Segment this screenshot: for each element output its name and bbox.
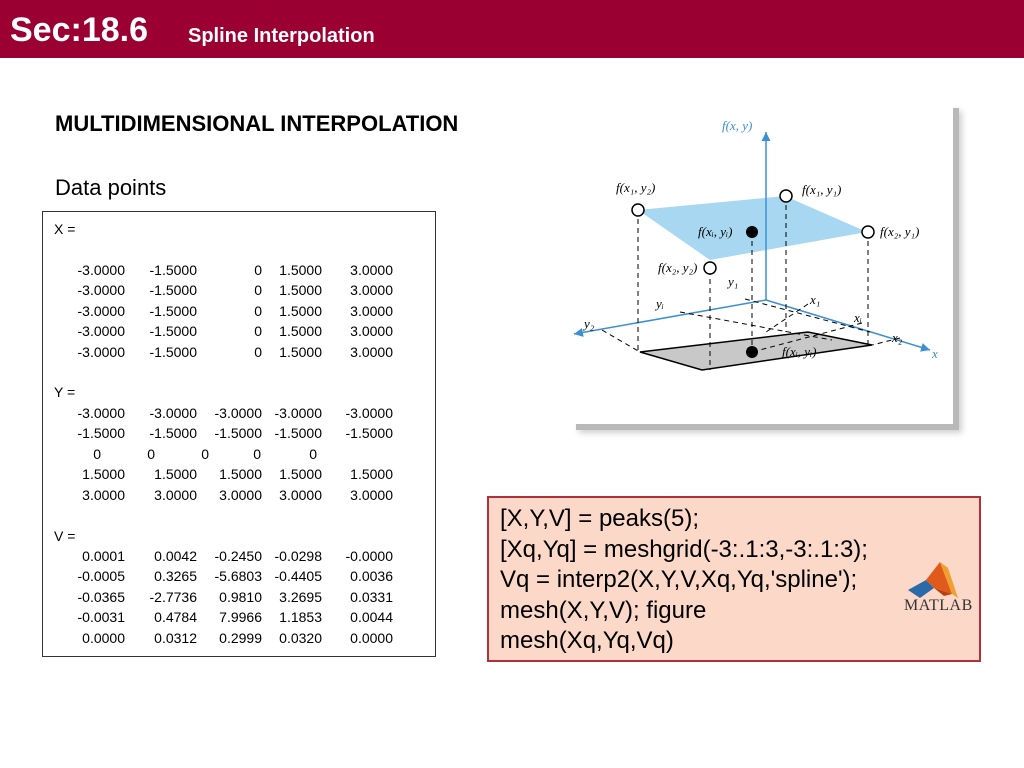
matrix-cell: -0.0000 <box>345 548 393 564</box>
matrix-label: Y = <box>54 384 76 400</box>
point-x1y2 <box>632 204 644 216</box>
label-x2: x₂ <box>892 330 903 345</box>
matrix-row <box>43 628 423 648</box>
matrix-cell: 0.0320 <box>279 629 322 646</box>
point-x2y2 <box>704 262 716 274</box>
matrix-row <box>43 342 423 362</box>
matrix-cell: -3.0000 <box>77 302 125 319</box>
matrix-label: V = <box>54 528 76 544</box>
matrix-cell: 3.2695 <box>279 588 322 605</box>
matrix-cell: 0.0042 <box>154 548 197 564</box>
matrix-cell: 1.5000 <box>82 466 125 483</box>
matrix-cell: -0.0005 <box>77 568 125 585</box>
matrix-cell: 0 <box>147 445 155 462</box>
section-number: Sec:18.6 <box>10 11 148 49</box>
matrix-cell: -5.6803 <box>214 568 262 585</box>
matrix-cell: -0.2450 <box>214 548 262 564</box>
matrix-cell: 0 <box>309 445 317 462</box>
matrix-cell: -3.0000 <box>214 405 262 421</box>
matrix-cell: 1.5000 <box>279 282 322 299</box>
code-line: [Xq,Yq] = meshgrid(-3:.1:3,-3:.1:3); <box>500 535 868 563</box>
matrix-cell: -0.4405 <box>274 568 322 585</box>
label-x1: x₁ <box>810 292 821 307</box>
matrix-row <box>43 444 423 464</box>
matrix-cell: -1.5000 <box>149 302 197 319</box>
matrix-cell: 0 <box>254 302 262 319</box>
matrix-cell: 3.0000 <box>350 262 393 278</box>
matrix-cell: 3.0000 <box>350 323 393 340</box>
matrix-row <box>43 464 423 484</box>
data-points-label: Data points <box>55 175 167 200</box>
matrix-cell: -3.0000 <box>77 323 125 340</box>
label-fx1y1: f(x₁, y₁) <box>802 182 842 197</box>
matrix-cell: 3.0000 <box>350 302 393 319</box>
matrix-cell: 0.0036 <box>350 568 393 585</box>
matrix-cell: 0 <box>254 282 262 299</box>
code-line: Vq = interp2(X,Y,V,Xq,Yq,'spline'); <box>500 566 858 593</box>
matrix-cell: -1.5000 <box>77 425 125 442</box>
interpolation-figure <box>570 102 953 424</box>
matrix-cell: 3.0000 <box>82 486 125 503</box>
matrix-row <box>43 321 423 341</box>
matrix-cell: 0.4784 <box>154 609 197 626</box>
data-points-box <box>42 211 436 657</box>
label-y1: y₁ <box>728 274 739 289</box>
matrix-row <box>43 423 423 443</box>
matrix-cell: -3.0000 <box>77 262 125 278</box>
matrix-cell: 1.5000 <box>279 302 322 319</box>
label-fx2y2: f(x₂, y₂) <box>658 260 698 275</box>
matrix-cell: 1.5000 <box>279 323 322 340</box>
dash-x1 <box>766 304 808 332</box>
point-x2y1 <box>862 226 874 238</box>
code-line: [X,Y,V] = peaks(5); <box>500 505 699 532</box>
matrix-cell: -3.0000 <box>149 405 197 421</box>
matrix-cell: 7.9966 <box>219 609 262 626</box>
matrix-cell: 0.2999 <box>219 629 262 646</box>
matrix-cell: -1.5000 <box>149 343 197 360</box>
matrix-cell: 0.3265 <box>154 568 197 585</box>
matrix-cell: -1.5000 <box>149 425 197 442</box>
label-fx1y2: f(x₁, y₂) <box>616 180 656 195</box>
matrix-row <box>43 587 423 607</box>
matrix-cell: 0.0001 <box>82 548 125 564</box>
matrix-cell: -0.0298 <box>274 548 322 564</box>
point-xiyi-base <box>746 346 758 358</box>
matrix-cell: -1.5000 <box>274 425 322 442</box>
label-x-axis: x <box>932 346 938 361</box>
matrix-cell: -1.5000 <box>345 425 393 442</box>
matrix-cell: -1.5000 <box>149 262 197 278</box>
matrix-row <box>43 260 423 280</box>
matrix-cell: 0 <box>254 343 262 360</box>
matrix-cell: 0.0312 <box>154 629 197 646</box>
matrix-cell: 3.0000 <box>350 343 393 360</box>
point-x1y1 <box>780 190 792 202</box>
matrix-row <box>43 566 423 586</box>
matlab-logo-text: MATLAB <box>904 597 973 614</box>
label-fxy: f(x, y) <box>722 118 753 133</box>
matrix-cell: 0 <box>93 445 101 462</box>
matrix-cell: -3.0000 <box>274 405 322 421</box>
label-xi: xᵢ <box>854 310 862 325</box>
code-line: mesh(X,Y,V); figure <box>500 596 707 624</box>
label-fxiyi-base: f(xᵢ, yᵢ) <box>782 344 817 359</box>
label-fxiyi: f(xᵢ, yᵢ) <box>698 224 733 239</box>
matrix-cell: 1.5000 <box>279 343 322 360</box>
matrix-cell: 0 <box>254 262 262 278</box>
matrix-cell: -3.0000 <box>77 405 125 421</box>
matrix-row <box>43 301 423 321</box>
matrix-row <box>43 403 423 423</box>
matrix-cell: 3.0000 <box>279 486 322 503</box>
label-yi: yᵢ <box>656 296 664 311</box>
matrix-cell: -3.0000 <box>77 282 125 299</box>
matrix-cell: -0.0031 <box>77 609 125 626</box>
slide-heading: MULTIDIMENSIONAL INTERPOLATION <box>55 111 459 136</box>
matrix-cell: -0.0365 <box>77 588 125 605</box>
title-bar <box>0 0 1024 58</box>
matrix-cell: 3.0000 <box>350 486 393 503</box>
label-y2: y₂ <box>584 316 595 331</box>
interpolation-diagram <box>570 102 953 424</box>
matrix-cell: 3.0000 <box>154 486 197 503</box>
matrix-cell: 0 <box>201 445 209 462</box>
matrix-cell: 1.5000 <box>279 466 322 483</box>
matrix-cell: 0.0000 <box>82 629 125 646</box>
matrix-cell: 0 <box>253 445 261 462</box>
matrix-cell: -3.0000 <box>77 343 125 360</box>
matrix-cell: 0 <box>254 323 262 340</box>
dash-y2 <box>602 330 640 352</box>
matrix-cell: 0.0000 <box>350 629 393 646</box>
matrix-cell: 0.0331 <box>350 588 393 605</box>
matrix-cell: 0.9810 <box>219 588 262 605</box>
matrix-cell: -1.5000 <box>214 425 262 442</box>
matrix-cell: 0.0044 <box>350 609 393 626</box>
matrix-row <box>43 546 423 566</box>
matrix-cell: -2.7736 <box>149 588 197 605</box>
matrix-cell: -3.0000 <box>345 405 393 421</box>
matrix-row <box>43 485 423 505</box>
matrix-row <box>43 280 423 300</box>
section-title: Spline Interpolation <box>188 25 375 47</box>
matrix-cell: 1.5000 <box>350 466 393 483</box>
label-fx2y1: f(x₂, y₁) <box>880 224 920 239</box>
matrix-label: X = <box>54 221 76 237</box>
matrix-cell: 3.0000 <box>350 282 393 299</box>
matrix-cell: 1.5000 <box>154 466 197 483</box>
point-xiyi <box>746 226 758 238</box>
matrix-cell: 1.5000 <box>279 262 322 278</box>
y-axis <box>574 300 766 334</box>
matrix-cell: 3.0000 <box>219 486 262 503</box>
matrix-cell: 1.1853 <box>279 609 322 626</box>
matrix-row <box>43 607 423 627</box>
matrix-cell: -1.5000 <box>149 282 197 299</box>
matrix-cell: -1.5000 <box>149 323 197 340</box>
matrix-cell: 1.5000 <box>219 466 262 483</box>
code-line: mesh(Xq,Yq,Vq) <box>500 627 674 654</box>
